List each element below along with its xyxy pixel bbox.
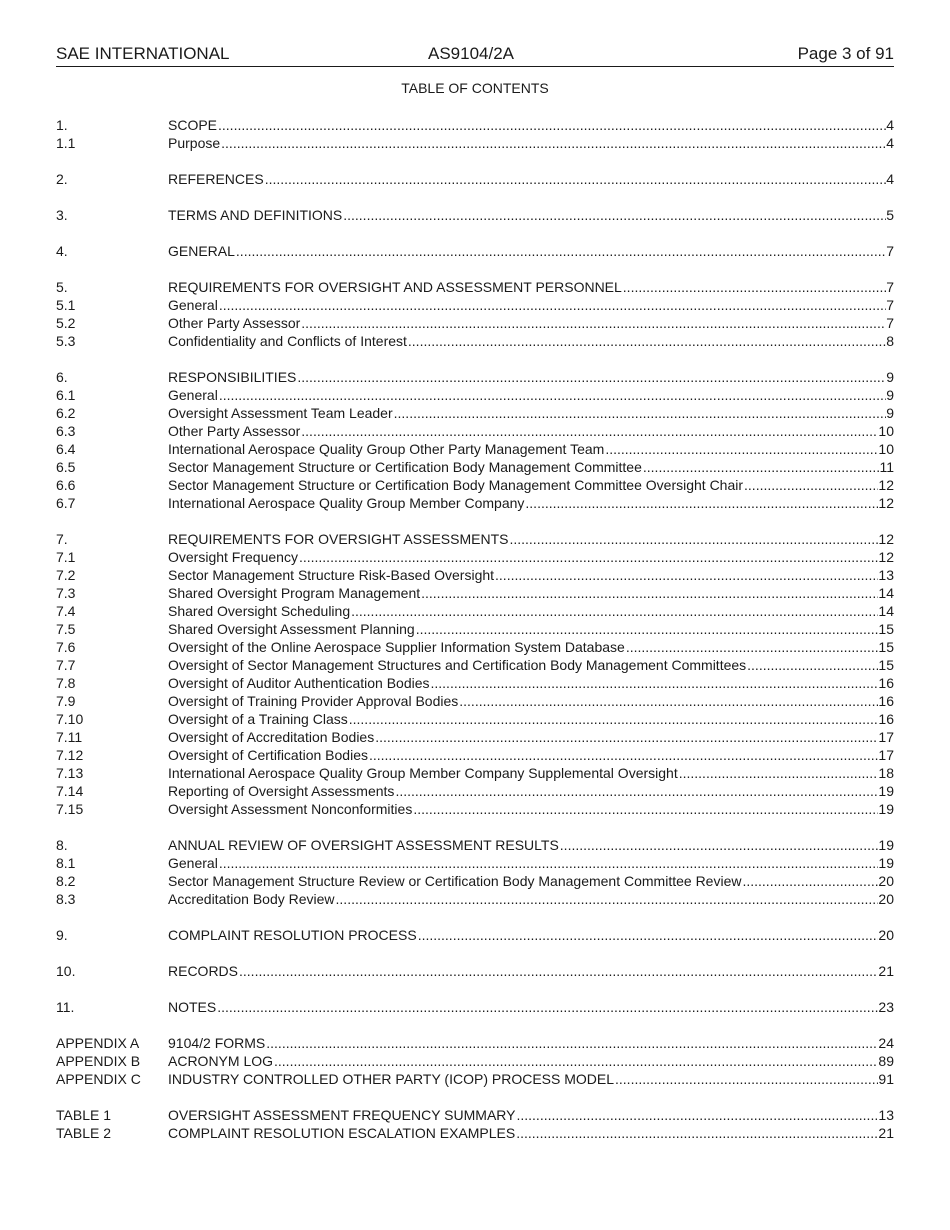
dot-leader: [217, 116, 886, 134]
toc-entry-body: [168, 836, 894, 854]
toc-entry-body: [168, 710, 894, 728]
toc-entry-title: Confidentiality and Conflicts of Interest: [168, 333, 407, 349]
dot-leader: [430, 674, 879, 692]
header-document-id: AS9104/2A: [428, 44, 515, 63]
dot-leader: [746, 656, 878, 674]
toc-entry-page: 7: [886, 315, 894, 331]
toc-entry-title: COMPLAINT RESOLUTION PROCESS: [168, 927, 417, 943]
dot-leader: [625, 638, 879, 656]
dot-leader: [407, 332, 886, 350]
toc-entry-body: [168, 674, 894, 692]
toc-entry-title: Oversight of the Online Aerospace Supplier Information System Database: [168, 639, 625, 655]
toc-entry-page: 13: [878, 567, 894, 583]
dot-leader: [218, 854, 879, 872]
toc-entry-title: OVERSIGHT ASSESSMENT FREQUENCY SUMMARY: [168, 1107, 516, 1123]
dot-leader: [264, 170, 887, 188]
toc-entry-number: APPENDIX A: [56, 1035, 140, 1051]
toc-entry-body: [168, 314, 894, 332]
toc-entry-title: International Aerospace Quality Group Member Company Supplemental Oversight: [168, 765, 678, 781]
dot-leader: [296, 368, 886, 386]
toc-entry-title: Oversight of Accreditation Bodies: [168, 729, 375, 745]
toc-entry[interactable]: [56, 422, 894, 440]
toc-entry[interactable]: [56, 1034, 894, 1052]
dot-leader: [420, 584, 878, 602]
toc-entry[interactable]: [56, 1106, 894, 1124]
toc-entry-number: 7.6: [56, 639, 76, 655]
toc-entry-body: [168, 116, 894, 134]
toc-entry-page: 4: [886, 117, 894, 133]
toc-entry-body: [168, 1106, 894, 1124]
toc-entry-title: RECORDS: [168, 963, 239, 979]
toc-entry-number: 7.4: [56, 603, 76, 619]
dot-leader: [298, 548, 878, 566]
toc-entry-body: [168, 1070, 894, 1088]
toc-entry[interactable]: [56, 566, 894, 584]
toc-entry-title: NOTES: [168, 999, 217, 1015]
toc-entry-title: GENERAL: [168, 243, 235, 259]
toc-entry-page: 13: [878, 1107, 894, 1123]
toc-entry-number: 1.1: [56, 135, 76, 151]
dot-leader: [394, 782, 878, 800]
dot-leader: [265, 1034, 878, 1052]
dot-leader: [220, 134, 886, 152]
toc-entry-page: 89: [878, 1053, 894, 1069]
toc-entry[interactable]: [56, 1052, 894, 1070]
toc-entry-page: 19: [878, 783, 894, 799]
toc-entry-number: 2.: [56, 171, 68, 187]
toc-entry-title: International Aerospace Quality Group Member Company: [168, 495, 525, 511]
toc-entry-number: 7.14: [56, 783, 84, 799]
toc-entry-page: 9: [886, 387, 894, 403]
toc-entry-title: REFERENCES: [168, 171, 264, 187]
toc-entry-title: COMPLAINT RESOLUTION ESCALATION EXAMPLES: [168, 1125, 516, 1141]
toc-entry-page: 8: [886, 333, 894, 349]
toc-entry[interactable]: [56, 332, 894, 350]
toc-entry-title: General: [168, 297, 218, 313]
toc-entry[interactable]: [56, 404, 894, 422]
toc-entry-title: Reporting of Oversight Assessments: [168, 783, 395, 799]
toc-entry[interactable]: [56, 242, 894, 260]
toc-entry-body: [168, 566, 894, 584]
toc-entry-page: 10: [878, 423, 894, 439]
toc-entry[interactable]: [56, 584, 894, 602]
toc-entry-body: [168, 296, 894, 314]
toc-entry-number: 8.: [56, 837, 68, 853]
toc-entry-title: Sector Management Structure or Certification Body Management Committee: [168, 459, 642, 475]
toc-entry[interactable]: [56, 368, 894, 386]
toc-entry[interactable]: [56, 854, 894, 872]
page-header: [56, 44, 894, 67]
toc-entry-body: [168, 170, 894, 188]
toc-entry-number: 7.13: [56, 765, 84, 781]
toc-entry[interactable]: [56, 458, 894, 476]
toc-entry-body: [168, 1052, 894, 1070]
toc-entry-title: Shared Oversight Scheduling: [168, 603, 351, 619]
toc-entry[interactable]: [56, 278, 894, 296]
toc-entry-page: 9: [886, 405, 894, 421]
toc-entry-number: 7.5: [56, 621, 76, 637]
toc-entry-number: 7.12: [56, 747, 84, 763]
toc-entry-body: [168, 332, 894, 350]
dot-leader: [515, 1106, 878, 1124]
header-page-number: Page 3 of 91: [797, 44, 894, 63]
toc-entry-page: 15: [878, 621, 894, 637]
dot-leader: [348, 710, 879, 728]
toc-entry-page: 4: [886, 171, 894, 187]
toc-entry-title: Oversight of a Training Class: [168, 711, 348, 727]
toc-entry-title: ANNUAL REVIEW OF OVERSIGHT ASSESSMENT RESULTS: [168, 837, 559, 853]
toc-entry-number: 6.5: [56, 459, 76, 475]
toc-entry-title: ACRONYM LOG: [168, 1053, 274, 1069]
toc-entry-body: [168, 602, 894, 620]
dot-leader: [494, 566, 878, 584]
toc-entry-number: 7.10: [56, 711, 84, 727]
toc-entry-page: 14: [878, 585, 894, 601]
toc-entry[interactable]: [56, 710, 894, 728]
toc-entry-title: Sector Management Structure or Certification Body Management Committee Oversight Chair: [168, 477, 744, 493]
toc-entry-page: 4: [886, 135, 894, 151]
dot-leader: [741, 872, 878, 890]
toc-entry-title: 9104/2 FORMS: [168, 1035, 266, 1051]
toc-entry[interactable]: [56, 998, 894, 1016]
dot-leader: [614, 1070, 878, 1088]
toc-entry-body: [168, 890, 894, 908]
toc-entry-number: 7.15: [56, 801, 84, 817]
toc-entry[interactable]: [56, 674, 894, 692]
toc-entry-body: [168, 422, 894, 440]
toc-entry-page: 17: [878, 747, 894, 763]
toc-entry-number: 11.: [56, 999, 75, 1015]
dot-leader: [743, 476, 878, 494]
toc-entry-page: 12: [878, 549, 894, 565]
toc-entry-page: 12: [878, 495, 894, 511]
toc-entry-title: Oversight of Certification Bodies: [168, 747, 368, 763]
toc-entry-number: 7.3: [56, 585, 76, 601]
toc-entry-title: Purpose: [168, 135, 221, 151]
dot-leader: [559, 836, 879, 854]
toc-entry-number: 7.1: [56, 549, 76, 565]
toc-entry-title: Oversight of Auditor Authentication Bodies: [168, 675, 430, 691]
dot-leader: [235, 242, 886, 260]
toc-entry-number: 7.7: [56, 657, 76, 673]
toc-entry-body: [168, 1034, 894, 1052]
toc-entry-body: [168, 440, 894, 458]
toc-entry-page: 7: [886, 243, 894, 259]
toc-entry[interactable]: [56, 494, 894, 512]
toc-entry-number: 1.: [56, 117, 68, 133]
toc-entry[interactable]: [56, 548, 894, 566]
dot-leader: [218, 296, 886, 314]
toc-entry-number: APPENDIX C: [56, 1071, 141, 1087]
toc-entry-number: 4.: [56, 243, 68, 259]
dot-leader: [335, 890, 879, 908]
toc-entry-number: TABLE 2: [56, 1125, 111, 1141]
toc-entry-number: 5.: [56, 279, 68, 295]
dot-leader: [393, 404, 887, 422]
toc-entry-title: Sector Management Structure Risk-Based Oversight: [168, 567, 495, 583]
toc-entry-page: 19: [878, 837, 894, 853]
dot-leader: [622, 278, 886, 296]
toc-entry-title: SCOPE: [168, 117, 218, 133]
toc-entry-page: 20: [878, 891, 894, 907]
toc-entry-title: TERMS AND DEFINITIONS: [168, 207, 343, 223]
toc-entry-title: Other Party Assessor: [168, 423, 301, 439]
toc-entry-number: 8.3: [56, 891, 76, 907]
toc-entry-title: Oversight Frequency: [168, 549, 298, 565]
toc-entry-title: Accreditation Body Review: [168, 891, 335, 907]
toc-entry[interactable]: [56, 692, 894, 710]
toc-entry-page: 19: [878, 801, 894, 817]
dot-leader: [342, 206, 886, 224]
toc-entry-body: [168, 962, 894, 980]
toc-entry-body: [168, 782, 894, 800]
toc-entry-page: 21: [878, 963, 894, 979]
toc-entry-number: 7.8: [56, 675, 76, 691]
toc-entry[interactable]: [56, 206, 894, 224]
toc-entry[interactable]: [56, 926, 894, 944]
toc-entry-number: 7.: [56, 531, 68, 547]
toc-entry-number: 8.1: [56, 855, 76, 871]
toc-entry-body: [168, 872, 894, 890]
toc-entry-number: APPENDIX B: [56, 1053, 141, 1069]
toc-entry-page: 21: [878, 1125, 894, 1141]
toc-entry-page: 16: [878, 675, 894, 691]
toc-entry-number: 6.6: [56, 477, 76, 493]
toc-entry-body: [168, 656, 894, 674]
toc-entry-title: REQUIREMENTS FOR OVERSIGHT AND ASSESSMENT PERSONNEL: [168, 279, 622, 295]
toc-entry-number: 6.1: [56, 387, 76, 403]
toc-entry[interactable]: [56, 638, 894, 656]
toc-entry-number: 9.: [56, 927, 68, 943]
toc-entry-body: [168, 386, 894, 404]
toc-entry-page: 20: [878, 873, 894, 889]
toc-entry-body: [168, 476, 894, 494]
toc-entry-title: General: [168, 855, 218, 871]
toc-entry-page: 11: [879, 459, 894, 475]
toc-entry-number: 7.9: [56, 693, 76, 709]
toc-entry[interactable]: [56, 962, 894, 980]
toc-entry-page: 7: [886, 279, 894, 295]
toc-entry-body: [168, 278, 894, 296]
header-organization: SAE INTERNATIONAL: [56, 44, 230, 63]
toc-entry-page: 16: [878, 711, 894, 727]
toc-entry-title: Oversight of Training Provider Approval Bodies: [168, 693, 459, 709]
toc-entry-page: 16: [878, 693, 894, 709]
toc-entry-number: 8.2: [56, 873, 76, 889]
toc-entry-page: 18: [878, 765, 894, 781]
toc-entry-number: 6.7: [56, 495, 76, 511]
toc-entry-page: 20: [878, 927, 894, 943]
dot-leader: [678, 764, 879, 782]
toc-entry-body: [168, 404, 894, 422]
dot-leader: [238, 962, 878, 980]
dot-leader: [300, 422, 878, 440]
toc-entry[interactable]: [56, 1124, 894, 1142]
toc-entry-page: 91: [878, 1071, 894, 1087]
dot-leader: [350, 602, 878, 620]
toc-entry-body: [168, 926, 894, 944]
toc-entry-page: 23: [878, 999, 894, 1015]
dot-leader: [642, 458, 880, 476]
toc-entry[interactable]: [56, 890, 894, 908]
toc-entry-body: [168, 530, 894, 548]
toc-entry[interactable]: [56, 296, 894, 314]
toc-entry-title: REQUIREMENTS FOR OVERSIGHT ASSESSMENTS: [168, 531, 509, 547]
toc-entry-page: 17: [878, 729, 894, 745]
toc-entry-body: [168, 638, 894, 656]
toc-entry-number: 6.2: [56, 405, 76, 421]
dot-leader: [515, 1124, 878, 1142]
toc-entry-number: 7.2: [56, 567, 76, 583]
toc-entry[interactable]: [56, 746, 894, 764]
dot-leader: [273, 1052, 878, 1070]
toc-entry[interactable]: [56, 170, 894, 188]
toc-entry-title: Other Party Assessor: [168, 315, 301, 331]
toc-entry-body: [168, 620, 894, 638]
toc-entry-title: General: [168, 387, 218, 403]
toc-entry-body: [168, 206, 894, 224]
toc-entry-number: 3.: [56, 207, 68, 223]
toc-entry-body: [168, 692, 894, 710]
dot-leader: [216, 998, 878, 1016]
toc-entry-page: 10: [878, 441, 894, 457]
toc-entry-body: [168, 458, 894, 476]
toc-entry-title: Oversight of Sector Management Structures and Certification Body Management Committees: [168, 657, 747, 673]
toc-entry-number: 5.1: [56, 297, 76, 313]
toc-heading: TABLE OF CONTENTS: [401, 80, 549, 96]
dot-leader: [374, 728, 878, 746]
toc-entry-page: 9: [886, 369, 894, 385]
toc-entry[interactable]: [56, 530, 894, 548]
toc-entry[interactable]: [56, 872, 894, 890]
toc-entry-title: Shared Oversight Program Management: [168, 585, 421, 601]
toc-entry-number: 7.11: [56, 729, 83, 745]
dot-leader: [417, 926, 879, 944]
toc-entry-body: [168, 548, 894, 566]
toc-entry-number: 10.: [56, 963, 76, 979]
toc-entry-page: 19: [878, 855, 894, 871]
toc-entry[interactable]: [56, 782, 894, 800]
toc-entry-page: 5: [886, 207, 894, 223]
toc-entry[interactable]: [56, 386, 894, 404]
toc-entry-number: 6.: [56, 369, 68, 385]
toc-entry-body: [168, 998, 894, 1016]
toc-entry-title: Shared Oversight Assessment Planning: [168, 621, 415, 637]
dot-leader: [368, 746, 878, 764]
toc-entry[interactable]: [56, 314, 894, 332]
toc-entry-title: Oversight Assessment Nonconformities: [168, 801, 413, 817]
table-of-contents: [56, 116, 894, 1142]
toc-entry-body: [168, 584, 894, 602]
toc-entry-number: 6.4: [56, 441, 76, 457]
toc-entry-page: 24: [878, 1035, 894, 1051]
toc-entry[interactable]: [56, 764, 894, 782]
toc-entry-page: 14: [878, 603, 894, 619]
toc-entry-page: 15: [878, 657, 894, 673]
dot-leader: [412, 800, 878, 818]
toc-entry[interactable]: [56, 620, 894, 638]
toc-entry[interactable]: [56, 134, 894, 152]
toc-entry-title: International Aerospace Quality Group Other Party Management Team: [168, 441, 605, 457]
toc-entry[interactable]: [56, 656, 894, 674]
toc-entry-number: 6.3: [56, 423, 76, 439]
toc-entry-body: [168, 746, 894, 764]
dot-leader: [300, 314, 886, 332]
toc-entry-title: INDUSTRY CONTROLLED OTHER PARTY (ICOP) PROCESS MODEL: [168, 1071, 615, 1087]
toc-entry[interactable]: [56, 1070, 894, 1088]
toc-entry[interactable]: [56, 836, 894, 854]
dot-leader: [415, 620, 879, 638]
toc-entry-page: 15: [878, 639, 894, 655]
toc-entry-body: [168, 764, 894, 782]
toc-entry-body: [168, 854, 894, 872]
toc-entry[interactable]: [56, 116, 894, 134]
toc-entry-title: Oversight Assessment Team Leader: [168, 405, 393, 421]
toc-entry[interactable]: [56, 800, 894, 818]
dot-leader: [458, 692, 878, 710]
toc-entry-body: [168, 242, 894, 260]
toc-entry-body: [168, 800, 894, 818]
toc-entry-page: 12: [878, 477, 894, 493]
toc-entry-body: [168, 368, 894, 386]
toc-entry[interactable]: [56, 476, 894, 494]
toc-entry-number: TABLE 1: [56, 1107, 111, 1123]
toc-entry-number: 5.3: [56, 333, 76, 349]
dot-leader: [508, 530, 878, 548]
toc-entry-body: [168, 494, 894, 512]
toc-entry-body: [168, 1124, 894, 1142]
toc-entry-title: RESPONSIBILITIES: [168, 369, 297, 385]
toc-entry-body: [168, 728, 894, 746]
toc-entry-number: 5.2: [56, 315, 76, 331]
dot-leader: [604, 440, 878, 458]
dot-leader: [524, 494, 878, 512]
toc-entry[interactable]: [56, 728, 894, 746]
toc-entry-body: [168, 134, 894, 152]
toc-entry[interactable]: [56, 440, 894, 458]
toc-entry-title: Sector Management Structure Review or Certification Body Management Committee Review: [168, 873, 742, 889]
toc-entry-page: 12: [878, 531, 894, 547]
toc-entry-page: 7: [886, 297, 894, 313]
toc-entry[interactable]: [56, 602, 894, 620]
dot-leader: [218, 386, 886, 404]
